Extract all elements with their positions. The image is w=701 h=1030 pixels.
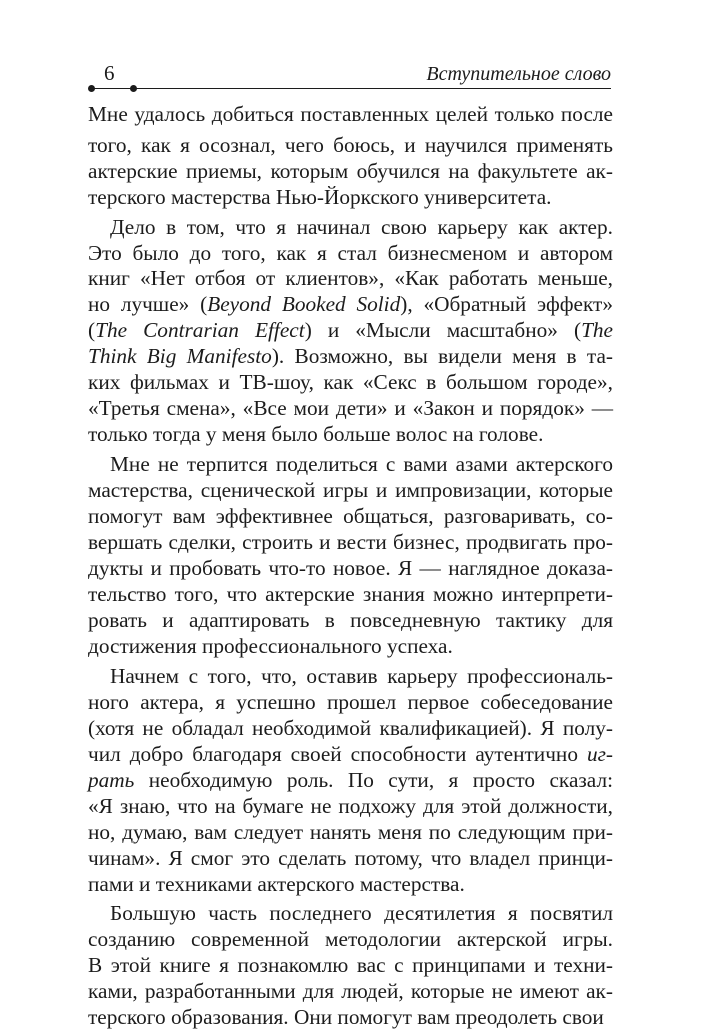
text-line: (The Contrarian Effect) и «Мысли масштабно» (The [88,318,614,342]
text-line: актерские приемы, которым обучился на факультете ак- [88,159,613,183]
text-line: ких фильмах и ТВ-шоу, как «Секс в большом городе», [88,370,613,394]
text-line: «Я знаю, что на бумаге не подхожу для этой должности, [88,794,613,818]
text-line: помогут вам эффективнее общаться, разговаривать, со- [88,504,613,528]
text-line: тельство того, что актерские знания можно интерпрети- [88,582,613,606]
text-line: Большую часть последнего десятилетия я посвятил [110,901,613,925]
running-title: Вступительное слово [426,63,611,85]
text-line: терского мастерства Нью-Йоркского университета. [88,185,552,209]
text-line: (хотя не обладал необходимой квалификацией). Я полу- [88,716,613,740]
text-line: ками, разработанными для людей, которые не имеют ак- [88,979,613,1003]
text-line: но, думаю, вам следует нанять меня по следующим при- [88,820,613,844]
text-line: рать необходимую роль. По сути, я просто сказал: [88,768,613,792]
text-line: терского образования. Они помогут вам преодолеть свои [88,1005,604,1029]
text-line: но лучше» (Beyond Booked Solid), «Обратный эффект» [88,292,614,316]
text-line: книг «Нет отбоя от клиентов», «Как работать меньше, [88,266,613,290]
text-line: Мне удалось добиться поставленных целей только после [88,102,613,126]
text-line: пами и техниками актерского мастерства. [88,872,465,896]
text-line: вершать сделки, строить и вести бизнес, продвигать про- [88,530,613,554]
text-line: «Третья смена», «Все мои дети» и «Закон и порядок» — [88,396,613,420]
text-line: Начнем с того, что, оставив карьеру профессиональ- [110,664,613,688]
text-line: чинам». Я смог это сделать потому, что владел принци- [88,846,613,870]
text-line: Это было до того, как я стал бизнесменом и автором [88,241,613,265]
text-line: Think Big Manifesto). Возможно, вы видели меня в та- [88,344,613,368]
page-number: 6 [104,61,115,85]
text-line: чил добро благодаря своей способности аутентично иг- [88,742,613,766]
text-line: ровать и адаптировать в повседневную тактику для [88,608,613,632]
text-line: Мне не терпится поделиться с вами азами актерского [110,452,613,476]
text-line: достижения профессионального успеха. [88,634,453,658]
text-line: ного актера, я успешно прошел первое собеседование [88,690,613,714]
text-line: дукты и пробовать что-то новое. Я — наглядное доказа- [88,556,613,580]
text-line: В этой книге я познакомлю вас с принципами и техни- [88,953,613,977]
text-line: Дело в том, что я начинал свою карьеру как актер. [110,215,613,239]
text-line: того, как я осознал, чего боюсь, и научился применять [88,133,613,157]
text-line: только тогда у меня было больше волос на голове. [88,422,544,446]
text-line: созданию современной методологии актерской игры. [88,927,613,951]
text-line: мастерства, сценической игры и импровизации, которые [88,478,613,502]
